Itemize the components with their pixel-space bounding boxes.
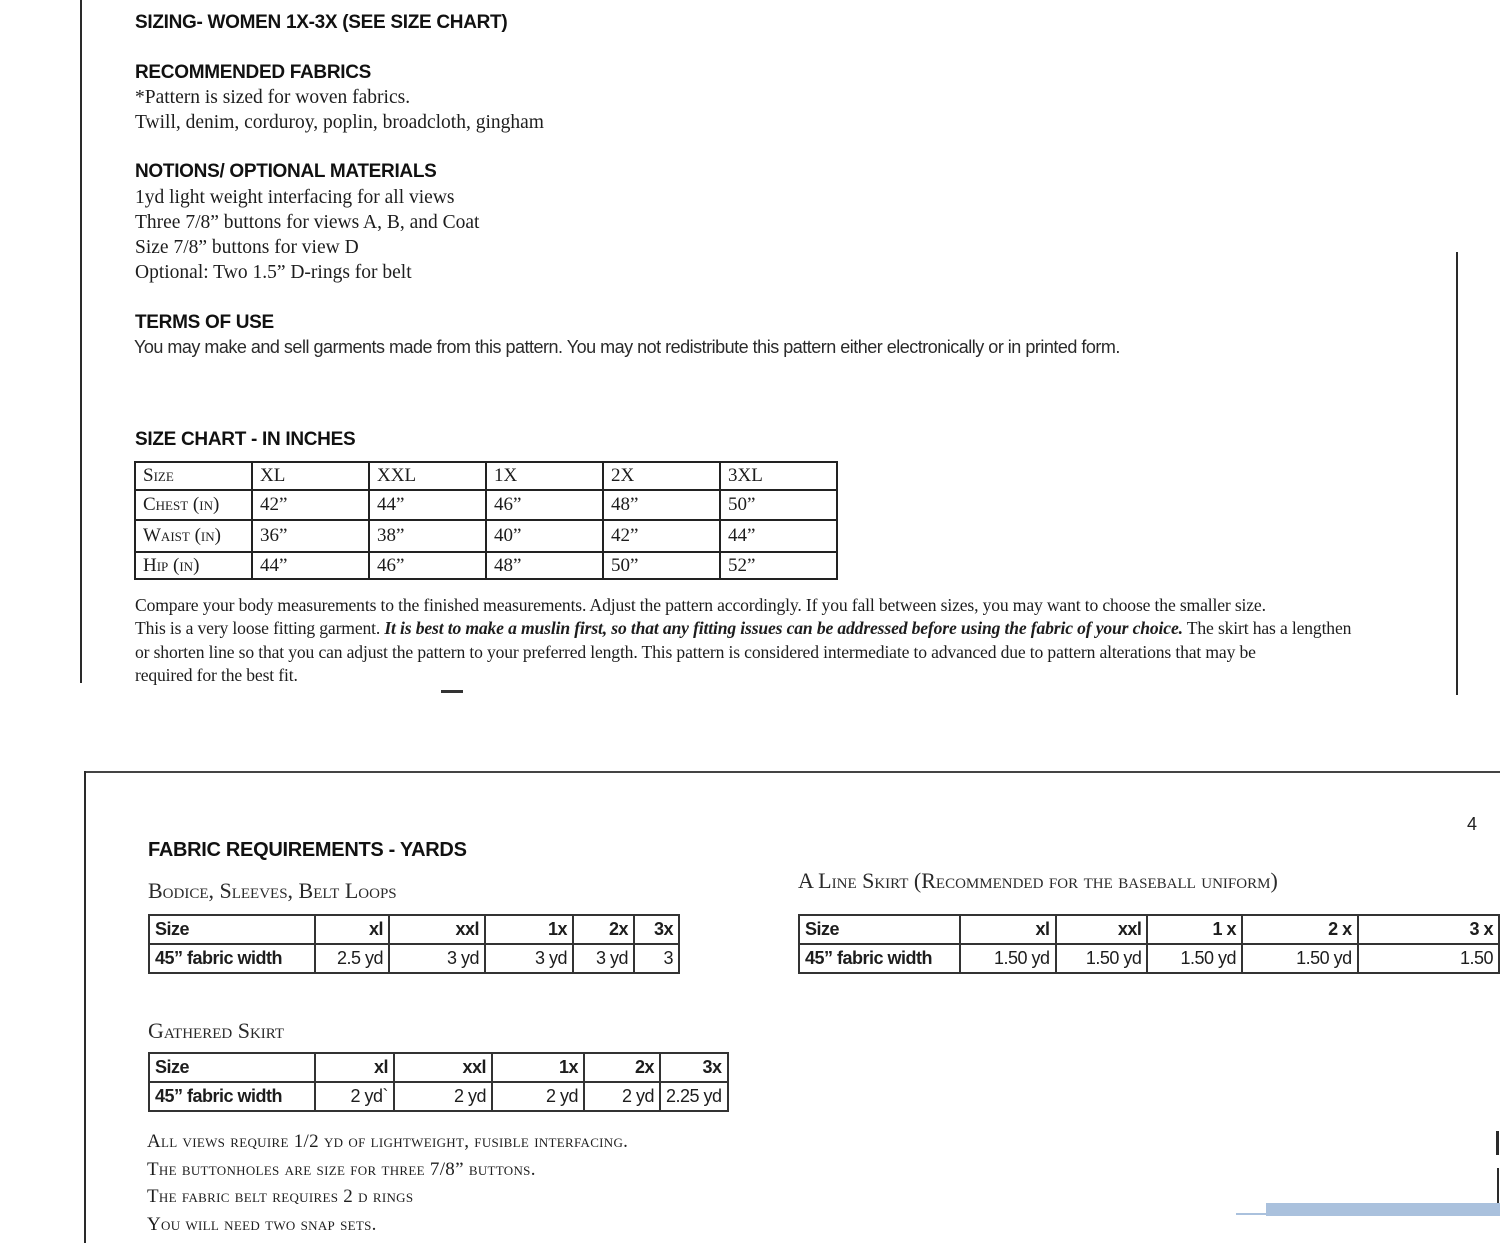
- table-cell: 3 yd: [389, 944, 485, 973]
- fit-paragraph-line-1: Compare your body measurements to the finished measurements. Adjust the pattern accordingly. If you fall between sizes, you may want to choose the smaller size.: [135, 595, 1266, 615]
- page2-right-marker: [1496, 1131, 1499, 1155]
- gathered-skirt-table: [148, 1052, 729, 1112]
- fabrics-heading: RECOMMENDED FABRICS: [135, 62, 372, 83]
- table-cell: 2x: [584, 1053, 660, 1082]
- table-row: [149, 1082, 728, 1111]
- table-cell: 44”: [369, 490, 486, 520]
- notions-line-1: 1yd light weight interfacing for all views: [135, 187, 455, 208]
- table-row: [135, 552, 837, 579]
- note-item: The fabric belt requires 2 d rings: [147, 1186, 414, 1207]
- table-cell: 45” fabric width: [799, 944, 960, 973]
- notions-line-4: Optional: Two 1.5” D-rings for belt: [135, 262, 412, 283]
- table-row: [149, 944, 679, 973]
- fit-paragraph-line-2: [135, 617, 1415, 640]
- note-item: The buttonholes are size for three 7/8” buttons.: [147, 1158, 536, 1180]
- terms-heading: TERMS OF USE: [135, 312, 274, 333]
- table-cell: 42”: [603, 520, 720, 552]
- table-cell: 46”: [486, 490, 603, 520]
- notions-line-3: Size 7/8” buttons for view D: [135, 237, 359, 258]
- terms-text: You may make and sell garments made from this pattern. You may not redistribute this pattern either electronically or in printed form.: [134, 337, 1120, 357]
- fabric-requirements-heading: FABRIC REQUIREMENTS - YARDS: [148, 839, 467, 861]
- size-chart-heading: SIZE CHART - IN INCHES: [135, 429, 356, 450]
- bodice-table: [148, 914, 680, 974]
- table-cell: Hip (in): [135, 552, 252, 579]
- table-row: [799, 915, 1499, 944]
- table-cell: 1.50 yd: [1147, 944, 1242, 973]
- table-cell: XXL: [369, 462, 486, 490]
- page1-right-border: [1456, 252, 1458, 695]
- text-fragment-artifact: [441, 690, 463, 693]
- table-row: [135, 462, 837, 490]
- fit-text-c: The skirt has a lengthen: [1182, 618, 1352, 639]
- table-cell: 2 yd: [492, 1082, 584, 1111]
- table-cell: 48”: [486, 552, 603, 579]
- table-cell: 1x: [485, 915, 573, 944]
- table-cell: 48”: [603, 490, 720, 520]
- sizing-heading: SIZING- WOMEN 1X-3X (SEE SIZE CHART): [135, 12, 508, 33]
- page1-left-border: [80, 0, 82, 683]
- gathered-skirt-title: Gathered Skirt: [148, 1018, 285, 1043]
- note-item: You will need two snap sets.: [147, 1213, 377, 1235]
- table-row: [149, 1053, 728, 1082]
- table-cell: 2X: [603, 462, 720, 490]
- table-cell: 3: [634, 944, 679, 973]
- table-cell: 36”: [252, 520, 369, 552]
- size-chart-table: [134, 461, 838, 580]
- table-cell: 3 yd: [485, 944, 573, 973]
- table-cell: Waist (in): [135, 520, 252, 552]
- table-cell: Size: [149, 1053, 315, 1082]
- table-cell: 1.50 yd: [1056, 944, 1148, 973]
- table-cell: xxl: [1056, 915, 1148, 944]
- notes-list: [147, 1128, 628, 1238]
- notions-heading: NOTIONS/ OPTIONAL MATERIALS: [135, 161, 437, 182]
- table-cell: 2.5 yd: [315, 944, 389, 973]
- table-cell: 2 yd: [584, 1082, 660, 1111]
- table-cell: 1X: [486, 462, 603, 490]
- fit-paragraph: [135, 594, 1415, 687]
- table-cell: Size: [135, 462, 252, 490]
- bodice-title: Bodice, Sleeves, Belt Loops: [148, 878, 397, 903]
- table-cell: 3 yd: [573, 944, 634, 973]
- table-cell: 45” fabric width: [149, 944, 315, 973]
- fabrics-line-1: *Pattern is sized for woven fabrics.: [135, 87, 411, 108]
- table-cell: 38”: [369, 520, 486, 552]
- table-cell: 46”: [369, 552, 486, 579]
- table-cell: 50”: [603, 552, 720, 579]
- table-cell: 2 x: [1242, 915, 1358, 944]
- aline-skirt-table: [798, 914, 1500, 974]
- selection-highlight: [1266, 1203, 1500, 1216]
- table-cell: xl: [315, 915, 389, 944]
- table-cell: 42”: [252, 490, 369, 520]
- table-cell: 3XL: [720, 462, 837, 490]
- aline-skirt-title: A Line Skirt (Recommended for the baseball uniform): [798, 868, 1278, 893]
- table-cell: 2 yd`: [315, 1082, 394, 1111]
- fit-paragraph-line-3: or shorten line so that you can adjust the pattern to your preferred length. This pattern is considered intermediate to advanced due to pattern alterations that may be: [135, 641, 1256, 662]
- fit-emphasis: It is best to make a muslin first, so that any fitting issues can be addressed before using the fabric of your choice.: [384, 618, 1183, 639]
- fabrics-line-2: Twill, denim, corduroy, poplin, broadcloth, gingham: [135, 112, 544, 133]
- table-cell: 1.50 yd: [960, 944, 1056, 973]
- table-cell: 50”: [720, 490, 837, 520]
- notions-line-2: Three 7/8” buttons for views A, B, and Coat: [135, 212, 480, 233]
- table-row: [799, 944, 1499, 973]
- table-row: [135, 490, 837, 520]
- fit-text-a: This is a very loose fitting garment.: [135, 618, 385, 639]
- table-cell: 1x: [492, 1053, 584, 1082]
- table-cell: 40”: [486, 520, 603, 552]
- table-cell: 45” fabric width: [149, 1082, 315, 1111]
- fit-paragraph-line-4: required for the best fit.: [135, 664, 298, 685]
- table-cell: 2.25 yd: [660, 1082, 728, 1111]
- table-cell: 1.50: [1358, 944, 1499, 973]
- table-cell: 1.50 yd: [1242, 944, 1358, 973]
- table-cell: xxl: [394, 1053, 492, 1082]
- table-cell: XL: [252, 462, 369, 490]
- table-cell: 3 x: [1358, 915, 1499, 944]
- table-cell: Size: [149, 915, 315, 944]
- table-row: [149, 915, 679, 944]
- table-cell: 1 x: [1147, 915, 1242, 944]
- table-cell: 3x: [634, 915, 679, 944]
- table-cell: 3x: [660, 1053, 728, 1082]
- table-cell: xl: [315, 1053, 394, 1082]
- table-cell: 2x: [573, 915, 634, 944]
- table-cell: Size: [799, 915, 960, 944]
- page2-left-border: [84, 771, 86, 1243]
- page-number: 4: [1467, 814, 1478, 834]
- table-cell: 2 yd: [394, 1082, 492, 1111]
- table-row: [135, 520, 837, 552]
- table-cell: xxl: [389, 915, 485, 944]
- table-cell: xl: [960, 915, 1056, 944]
- note-item: All views require 1/2 yd of lightweight, fusible interfacing.: [147, 1131, 629, 1152]
- table-cell: 44”: [720, 520, 837, 552]
- page2-top-border: [84, 771, 1500, 773]
- table-cell: 52”: [720, 552, 837, 579]
- table-cell: Chest (in): [135, 490, 252, 520]
- table-cell: 44”: [252, 552, 369, 579]
